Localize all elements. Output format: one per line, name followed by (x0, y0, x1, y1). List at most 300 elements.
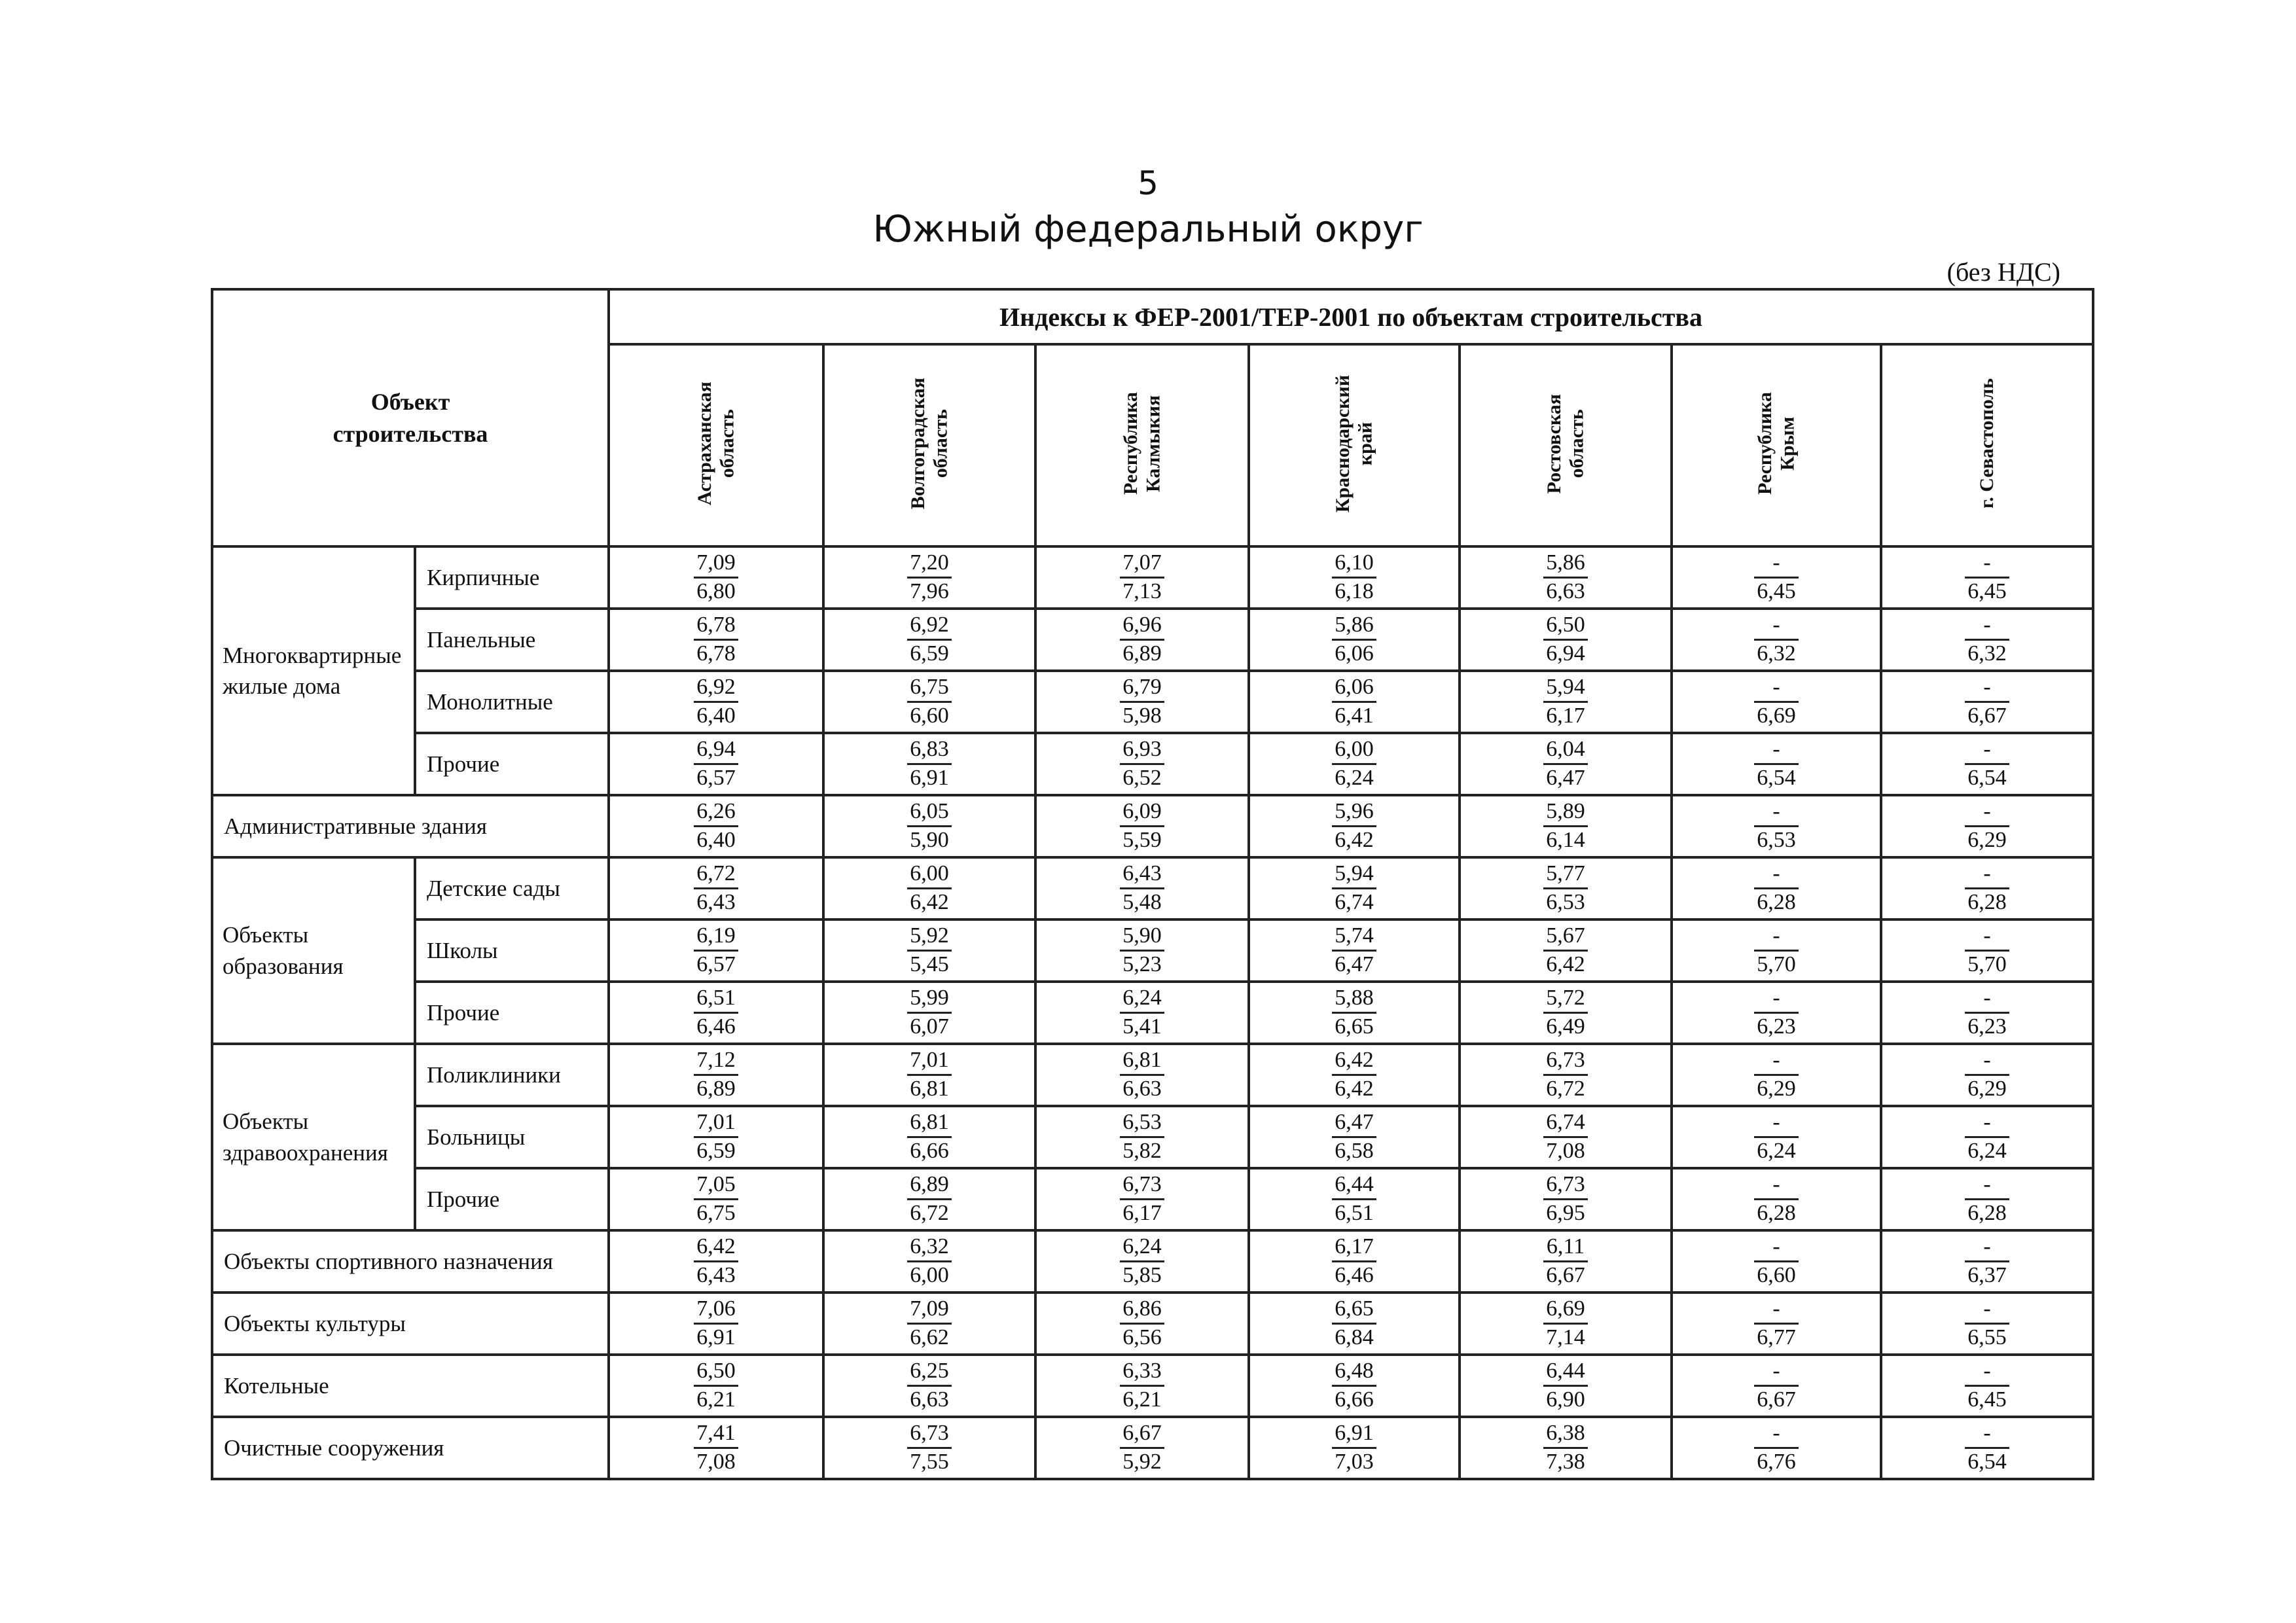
index-numerator: 5,74 (1332, 923, 1376, 952)
index-cell (1460, 857, 1672, 919)
index-denominator: 6,89 (696, 1077, 736, 1101)
index-fraction (1120, 612, 1164, 668)
object-subtype-label: Кирпичные (415, 546, 609, 609)
index-fraction (1965, 736, 2009, 792)
index-cell (1460, 1355, 1672, 1417)
index-denominator: 6,63 (1546, 579, 1585, 603)
index-fraction (1543, 674, 1588, 730)
index-numerator: 6,38 (1543, 1420, 1588, 1449)
index-numerator: - (1965, 1171, 2009, 1200)
index-denominator: 6,72 (910, 1201, 949, 1225)
index-numerator: 6,73 (1543, 1171, 1588, 1200)
region-label: Республика Калмыкия (1119, 392, 1164, 495)
index-numerator: 6,11 (1543, 1234, 1588, 1262)
index-cell (823, 1230, 1035, 1293)
index-numerator: 6,89 (907, 1171, 952, 1200)
index-numerator: 6,93 (1120, 736, 1164, 765)
index-fraction (694, 1109, 738, 1165)
index-denominator: 6,21 (696, 1387, 736, 1412)
index-fraction (907, 923, 952, 978)
index-numerator: 6,48 (1332, 1358, 1376, 1387)
index-fraction (1332, 612, 1376, 668)
index-denominator: 6,74 (1335, 890, 1374, 914)
index-numerator: - (1754, 798, 1799, 827)
index-fraction (1120, 1047, 1164, 1103)
index-fraction (907, 612, 952, 668)
index-denominator: 6,14 (1546, 828, 1585, 852)
index-cell (609, 1417, 823, 1479)
index-fraction (907, 674, 952, 730)
index-denominator: 6,28 (1757, 1201, 1796, 1225)
index-numerator: - (1754, 674, 1799, 703)
index-denominator: 6,28 (1967, 890, 2007, 914)
index-cell (1881, 857, 2093, 919)
index-cell (1249, 1230, 1460, 1293)
index-fraction (1965, 550, 2009, 605)
index-denominator: 5,70 (1967, 952, 2007, 976)
index-denominator: 6,23 (1757, 1014, 1796, 1039)
index-fraction (907, 1047, 952, 1103)
object-label: Объекты культуры (212, 1293, 609, 1355)
index-cell (1672, 1106, 1881, 1168)
index-cell (1035, 1230, 1249, 1293)
index-numerator: - (1965, 923, 2009, 952)
table-row (212, 919, 2093, 982)
index-fraction (1754, 1420, 1799, 1476)
index-fraction (1965, 1171, 2009, 1227)
index-numerator: 5,77 (1543, 861, 1588, 889)
index-denominator: 6,47 (1335, 952, 1374, 976)
index-cell (1460, 671, 1672, 733)
index-cell (1672, 919, 1881, 982)
table-row (212, 1230, 2093, 1293)
index-cell (1672, 671, 1881, 733)
index-denominator: 6,07 (910, 1014, 949, 1039)
index-fraction (1543, 736, 1588, 792)
table-header-row (212, 289, 2093, 344)
index-numerator: 6,47 (1332, 1109, 1376, 1138)
index-denominator: 6,42 (1546, 952, 1585, 976)
index-cell (823, 1168, 1035, 1230)
object-label: Административные здания (212, 795, 609, 857)
index-fraction (1332, 674, 1376, 730)
index-fraction (1332, 1234, 1376, 1289)
index-cell (609, 857, 823, 919)
index-denominator: 6,29 (1967, 1077, 2007, 1101)
index-cell (1249, 546, 1460, 609)
index-numerator: 7,09 (694, 550, 738, 579)
index-cell (823, 546, 1035, 609)
index-numerator: 6,73 (907, 1420, 952, 1449)
index-cell (609, 982, 823, 1044)
index-denominator: 6,67 (1546, 1263, 1585, 1287)
index-fraction (907, 1171, 952, 1227)
page-number: 5 (1138, 164, 1158, 202)
index-numerator: 7,01 (907, 1047, 952, 1076)
object-subtype-label: Прочие (415, 733, 609, 795)
index-cell (1035, 1355, 1249, 1417)
index-cell (1460, 1044, 1672, 1106)
index-cell (1035, 609, 1249, 671)
index-cell (1881, 546, 2093, 609)
index-denominator: 7,08 (696, 1450, 736, 1474)
index-denominator: 6,37 (1967, 1263, 2007, 1287)
index-cell (823, 1044, 1035, 1106)
index-cell (609, 1230, 823, 1293)
object-column-header: Объект строительства (212, 289, 609, 546)
index-denominator: 6,69 (1757, 704, 1796, 728)
index-cell (609, 1355, 823, 1417)
index-fraction (1543, 985, 1588, 1041)
index-fraction (1543, 1358, 1588, 1414)
index-fraction (1332, 861, 1376, 916)
index-cell (823, 982, 1035, 1044)
index-fraction (694, 1420, 738, 1476)
index-numerator: 6,81 (1120, 1047, 1164, 1076)
index-cell (823, 857, 1035, 919)
index-denominator: 6,78 (696, 641, 736, 666)
index-cell (609, 671, 823, 733)
index-denominator: 6,57 (696, 952, 736, 976)
index-numerator: - (1965, 861, 2009, 889)
table-row (212, 1168, 2093, 1230)
index-numerator: 6,75 (907, 674, 952, 703)
index-denominator: 5,90 (910, 828, 949, 852)
index-fraction (1332, 798, 1376, 854)
index-denominator: 6,45 (1967, 579, 2007, 603)
index-denominator: 6,41 (1335, 704, 1374, 728)
index-numerator: - (1965, 798, 2009, 827)
index-fraction (1543, 861, 1588, 916)
index-cell (1460, 1417, 1672, 1479)
index-fraction (1543, 1296, 1588, 1351)
index-fraction (1543, 1420, 1588, 1476)
index-denominator: 6,32 (1757, 641, 1796, 666)
index-numerator: 6,19 (694, 923, 738, 952)
index-fraction (1965, 1296, 2009, 1351)
index-cell (1249, 919, 1460, 982)
index-cell (609, 1293, 823, 1355)
index-cell (1672, 546, 1881, 609)
table-row (212, 982, 2093, 1044)
page-title: Южный федеральный округ (872, 208, 1424, 251)
index-cell (1881, 1106, 2093, 1168)
object-subtype-label: Панельные (415, 609, 609, 671)
index-denominator: 6,91 (910, 766, 949, 790)
index-numerator: 6,73 (1543, 1047, 1588, 1076)
region-label: Краснодарский край (1331, 374, 1376, 513)
index-cell (1460, 733, 1672, 795)
index-fraction (694, 550, 738, 605)
table-row (212, 671, 2093, 733)
index-cell (1881, 795, 2093, 857)
index-denominator: 6,84 (1335, 1325, 1374, 1349)
index-denominator: 5,41 (1122, 1014, 1162, 1039)
index-numerator: - (1754, 1296, 1799, 1325)
index-cell (1035, 919, 1249, 982)
region-header-kalmykia (1035, 344, 1249, 546)
index-numerator: 5,94 (1543, 674, 1588, 703)
index-fraction (907, 1296, 952, 1351)
index-denominator: 6,21 (1122, 1387, 1162, 1412)
index-cell (1881, 1044, 2093, 1106)
index-fraction (907, 798, 952, 854)
index-fraction (1754, 736, 1799, 792)
index-denominator: 6,43 (696, 1263, 736, 1287)
index-fraction (694, 1296, 738, 1351)
object-subtype-label: Прочие (415, 982, 609, 1044)
index-denominator: 5,98 (1122, 704, 1162, 728)
index-denominator: 6,28 (1967, 1201, 2007, 1225)
index-cell (1035, 1168, 1249, 1230)
index-numerator: 7,09 (907, 1296, 952, 1325)
table-row (212, 733, 2093, 795)
index-fraction (694, 674, 738, 730)
index-denominator: 6,89 (1122, 641, 1162, 666)
index-cell (1881, 1230, 2093, 1293)
index-denominator: 6,81 (910, 1077, 949, 1101)
index-fraction (1543, 1109, 1588, 1165)
index-numerator: - (1754, 1109, 1799, 1138)
index-numerator: 5,96 (1332, 798, 1376, 827)
index-denominator: 5,59 (1122, 828, 1162, 852)
index-denominator: 6,29 (1757, 1077, 1796, 1101)
region-header-volgograd (823, 344, 1035, 546)
index-denominator: 6,42 (910, 890, 949, 914)
index-fraction (1332, 550, 1376, 605)
index-fraction (907, 736, 952, 792)
index-numerator: 6,42 (1332, 1047, 1376, 1076)
index-cell (1460, 795, 1672, 857)
index-cell (609, 1168, 823, 1230)
index-denominator: 6,28 (1757, 890, 1796, 914)
index-numerator: 5,86 (1332, 612, 1376, 641)
index-fraction (1754, 550, 1799, 605)
index-numerator: - (1965, 1358, 2009, 1387)
index-numerator: 6,04 (1543, 736, 1588, 765)
index-cell (1881, 982, 2093, 1044)
index-cell (823, 671, 1035, 733)
index-numerator: 6,72 (694, 861, 738, 889)
index-numerator: 7,41 (694, 1420, 738, 1449)
index-fraction (1754, 923, 1799, 978)
index-denominator: 6,54 (1967, 1450, 2007, 1474)
index-cell (823, 1293, 1035, 1355)
index-cell (1035, 1293, 1249, 1355)
table-row (212, 1293, 2093, 1355)
region-header-rostov (1460, 344, 1672, 546)
index-numerator: 6,81 (907, 1109, 952, 1138)
index-denominator: 5,82 (1122, 1139, 1162, 1163)
table-row (212, 1106, 2093, 1168)
index-denominator: 6,60 (1757, 1263, 1796, 1287)
index-denominator: 5,92 (1122, 1450, 1162, 1474)
index-denominator: 6,51 (1335, 1201, 1374, 1225)
index-fraction (1120, 1358, 1164, 1414)
index-numerator: 5,92 (907, 923, 952, 952)
index-cell (1249, 1355, 1460, 1417)
index-fraction (1120, 1234, 1164, 1289)
index-denominator: 6,66 (910, 1139, 949, 1163)
index-cell (1672, 795, 1881, 857)
index-denominator: 6,17 (1122, 1201, 1162, 1225)
index-denominator: 6,24 (1967, 1139, 2007, 1163)
index-fraction (1965, 798, 2009, 854)
index-fraction (1754, 1296, 1799, 1351)
index-cell (1881, 1417, 2093, 1479)
index-numerator: 6,09 (1120, 798, 1164, 827)
object-subtype-label: Больницы (415, 1106, 609, 1168)
index-numerator: 7,20 (907, 550, 952, 579)
index-numerator: 6,53 (1120, 1109, 1164, 1138)
index-fraction (694, 985, 738, 1041)
index-cell (1460, 982, 1672, 1044)
region-header-sevastopol (1881, 344, 2093, 546)
index-fraction (1332, 1420, 1376, 1476)
index-cell (1035, 1106, 1249, 1168)
index-denominator: 6,54 (1967, 766, 2007, 790)
object-label: Очистные сооружения (212, 1417, 609, 1479)
index-numerator: 7,07 (1120, 550, 1164, 579)
index-cell (1035, 671, 1249, 733)
index-fraction (1543, 1171, 1588, 1227)
index-numerator: 6,10 (1332, 550, 1376, 579)
index-numerator: 6,05 (907, 798, 952, 827)
index-numerator: - (1965, 1234, 2009, 1262)
index-numerator: - (1754, 1234, 1799, 1262)
index-cell (823, 609, 1035, 671)
index-fraction (1120, 1171, 1164, 1227)
index-fraction (1754, 1047, 1799, 1103)
index-cell (1035, 546, 1249, 609)
index-fraction (1965, 1234, 2009, 1289)
index-denominator: 6,53 (1546, 890, 1585, 914)
object-group-label: Объекты образования (212, 857, 415, 1044)
index-fraction (1543, 798, 1588, 854)
index-fraction (1965, 1109, 2009, 1165)
object-subtype-label: Детские сады (415, 857, 609, 919)
index-cell (1881, 919, 2093, 982)
index-numerator: 5,88 (1332, 985, 1376, 1014)
index-cell (1249, 609, 1460, 671)
index-fraction (1965, 1358, 2009, 1414)
index-denominator: 5,48 (1122, 890, 1162, 914)
index-fraction (1965, 674, 2009, 730)
index-numerator: 7,05 (694, 1171, 738, 1200)
index-numerator: 6,96 (1120, 612, 1164, 641)
index-cell (823, 795, 1035, 857)
index-denominator: 6,55 (1967, 1325, 2007, 1349)
index-cell (1672, 1293, 1881, 1355)
index-fraction (907, 861, 952, 916)
index-fraction (1543, 923, 1588, 978)
index-denominator: 6,94 (1546, 641, 1585, 666)
index-cell (1881, 1355, 2093, 1417)
index-fraction (1965, 985, 2009, 1041)
index-cell (1035, 733, 1249, 795)
index-denominator: 6,63 (1122, 1077, 1162, 1101)
index-fraction (694, 861, 738, 916)
index-denominator: 7,08 (1546, 1139, 1585, 1163)
index-fraction (694, 923, 738, 978)
index-cell (1672, 857, 1881, 919)
region-label: Ростовская область (1543, 393, 1587, 494)
index-numerator: 6,32 (907, 1234, 952, 1262)
index-cell (1672, 1230, 1881, 1293)
index-numerator: 6,50 (694, 1358, 738, 1387)
index-numerator: 6,24 (1120, 1234, 1164, 1262)
index-fraction (907, 550, 952, 605)
index-cell (1881, 733, 2093, 795)
index-cell (823, 919, 1035, 982)
index-numerator: 6,91 (1332, 1420, 1376, 1449)
index-denominator: 5,45 (910, 952, 949, 976)
object-group-label: Объекты здравоохранения (212, 1044, 415, 1230)
index-fraction (1965, 861, 2009, 916)
index-fraction (1754, 1171, 1799, 1227)
index-denominator: 6,95 (1546, 1201, 1585, 1225)
index-cell (1460, 609, 1672, 671)
index-cell (1249, 733, 1460, 795)
index-fraction (1332, 923, 1376, 978)
index-denominator: 6,77 (1757, 1325, 1796, 1349)
index-numerator: - (1965, 612, 2009, 641)
index-denominator: 6,32 (1967, 641, 2007, 666)
index-denominator: 6,06 (1335, 641, 1374, 666)
index-cell (1672, 982, 1881, 1044)
index-cell (1460, 919, 1672, 982)
index-denominator: 6,49 (1546, 1014, 1585, 1039)
index-fraction (1120, 861, 1164, 916)
index-cell (823, 733, 1035, 795)
index-cell (1672, 609, 1881, 671)
index-denominator: 6,18 (1335, 579, 1374, 603)
index-fraction (1754, 1358, 1799, 1414)
index-numerator: 6,00 (907, 861, 952, 889)
index-cell (609, 733, 823, 795)
index-cell (1249, 1106, 1460, 1168)
index-fraction (1332, 1296, 1376, 1351)
index-fraction (1120, 923, 1164, 978)
index-numerator: - (1754, 736, 1799, 765)
index-cell (1249, 857, 1460, 919)
index-fraction (1120, 1296, 1164, 1351)
index-fraction (1120, 736, 1164, 792)
index-numerator: 5,94 (1332, 861, 1376, 889)
index-fraction (1543, 550, 1588, 605)
index-cell (1035, 795, 1249, 857)
table-row (212, 857, 2093, 919)
index-numerator: 6,78 (694, 612, 738, 641)
index-fraction (1120, 1109, 1164, 1165)
index-cell (1249, 1417, 1460, 1479)
region-label: г. Севастополь (1975, 378, 1998, 509)
index-denominator: 6,43 (696, 890, 736, 914)
object-subtype-label: Прочие (415, 1168, 609, 1230)
index-cell (1460, 1168, 1672, 1230)
index-cell (823, 1355, 1035, 1417)
index-denominator: 6,66 (1335, 1387, 1374, 1412)
vat-note: (без НДС) (1946, 257, 2060, 287)
index-denominator: 7,13 (1122, 579, 1162, 603)
index-numerator: 6,26 (694, 798, 738, 827)
index-numerator: 5,99 (907, 985, 952, 1014)
index-cell (1672, 733, 1881, 795)
index-denominator: 6,29 (1967, 828, 2007, 852)
index-cell (609, 546, 823, 609)
index-denominator: 6,46 (1335, 1263, 1374, 1287)
index-fraction (694, 612, 738, 668)
